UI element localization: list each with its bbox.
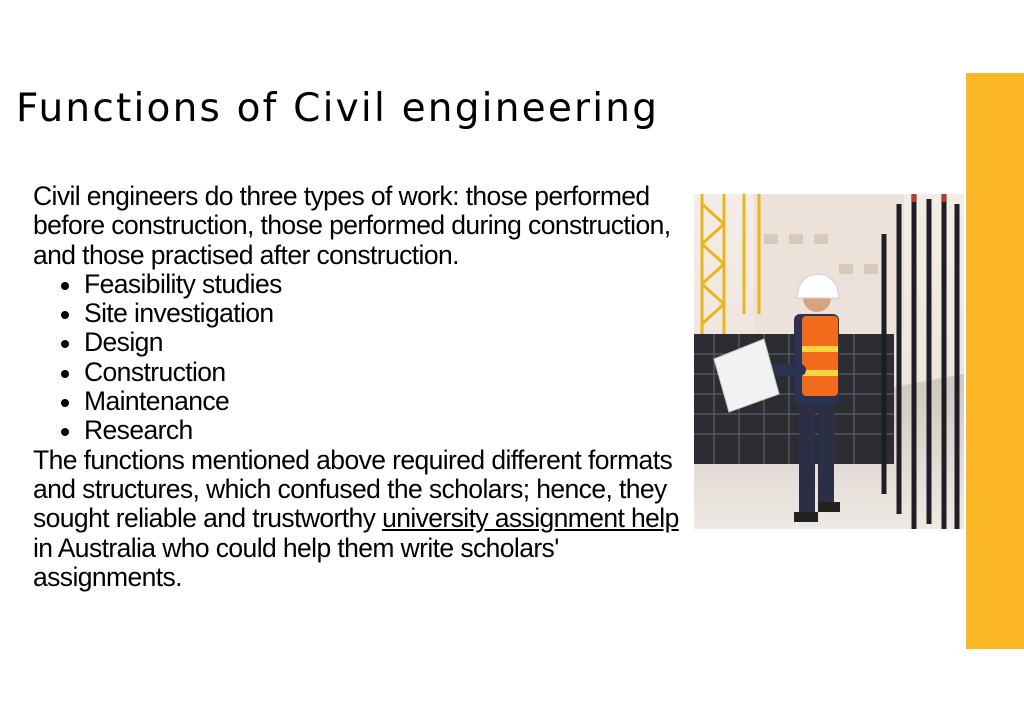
list-item: [33, 358, 688, 387]
closing-paragraph: [33, 446, 688, 592]
list-item-label: Research: [84, 415, 193, 446]
bullet-icon: [61, 340, 69, 348]
intro-paragraph: Civil engineers do three types of work: those performed before construction, those performed during construction, and those practised after construction.: [33, 181, 671, 270]
slide-title: Functions of Civil engineering: [16, 86, 660, 131]
closing-text-start: The functions mentioned above required different formats and structures, which confused the scholars; hence, they sought reliable and trustworthy: [33, 444, 673, 534]
construction-site-illustration: [694, 194, 964, 529]
list-item: [33, 328, 688, 357]
construction-worker-photo: [694, 194, 964, 529]
functions-list: [33, 270, 688, 446]
bullet-icon: [61, 282, 69, 290]
closing-text-end: in Australia who could help them write scholars' assignments.: [33, 532, 559, 592]
accent-bar: [966, 73, 1024, 649]
list-item-label: Construction: [84, 356, 226, 387]
list-item-label: Feasibility studies: [84, 268, 282, 299]
bullet-icon: [61, 399, 69, 407]
list-item-label: Design: [84, 327, 163, 358]
bullet-icon: [61, 311, 69, 319]
list-item: [33, 387, 688, 416]
bullet-icon: [61, 370, 69, 378]
bullet-icon: [61, 428, 69, 436]
list-item-label: Site investigation: [84, 298, 274, 329]
list-item-label: Maintenance: [84, 386, 230, 417]
university-assignment-help-link[interactable]: university assignment help: [382, 503, 679, 534]
list-item: [33, 270, 688, 299]
list-item: [33, 299, 688, 328]
list-item: [33, 416, 688, 445]
slide-body: [33, 182, 688, 592]
